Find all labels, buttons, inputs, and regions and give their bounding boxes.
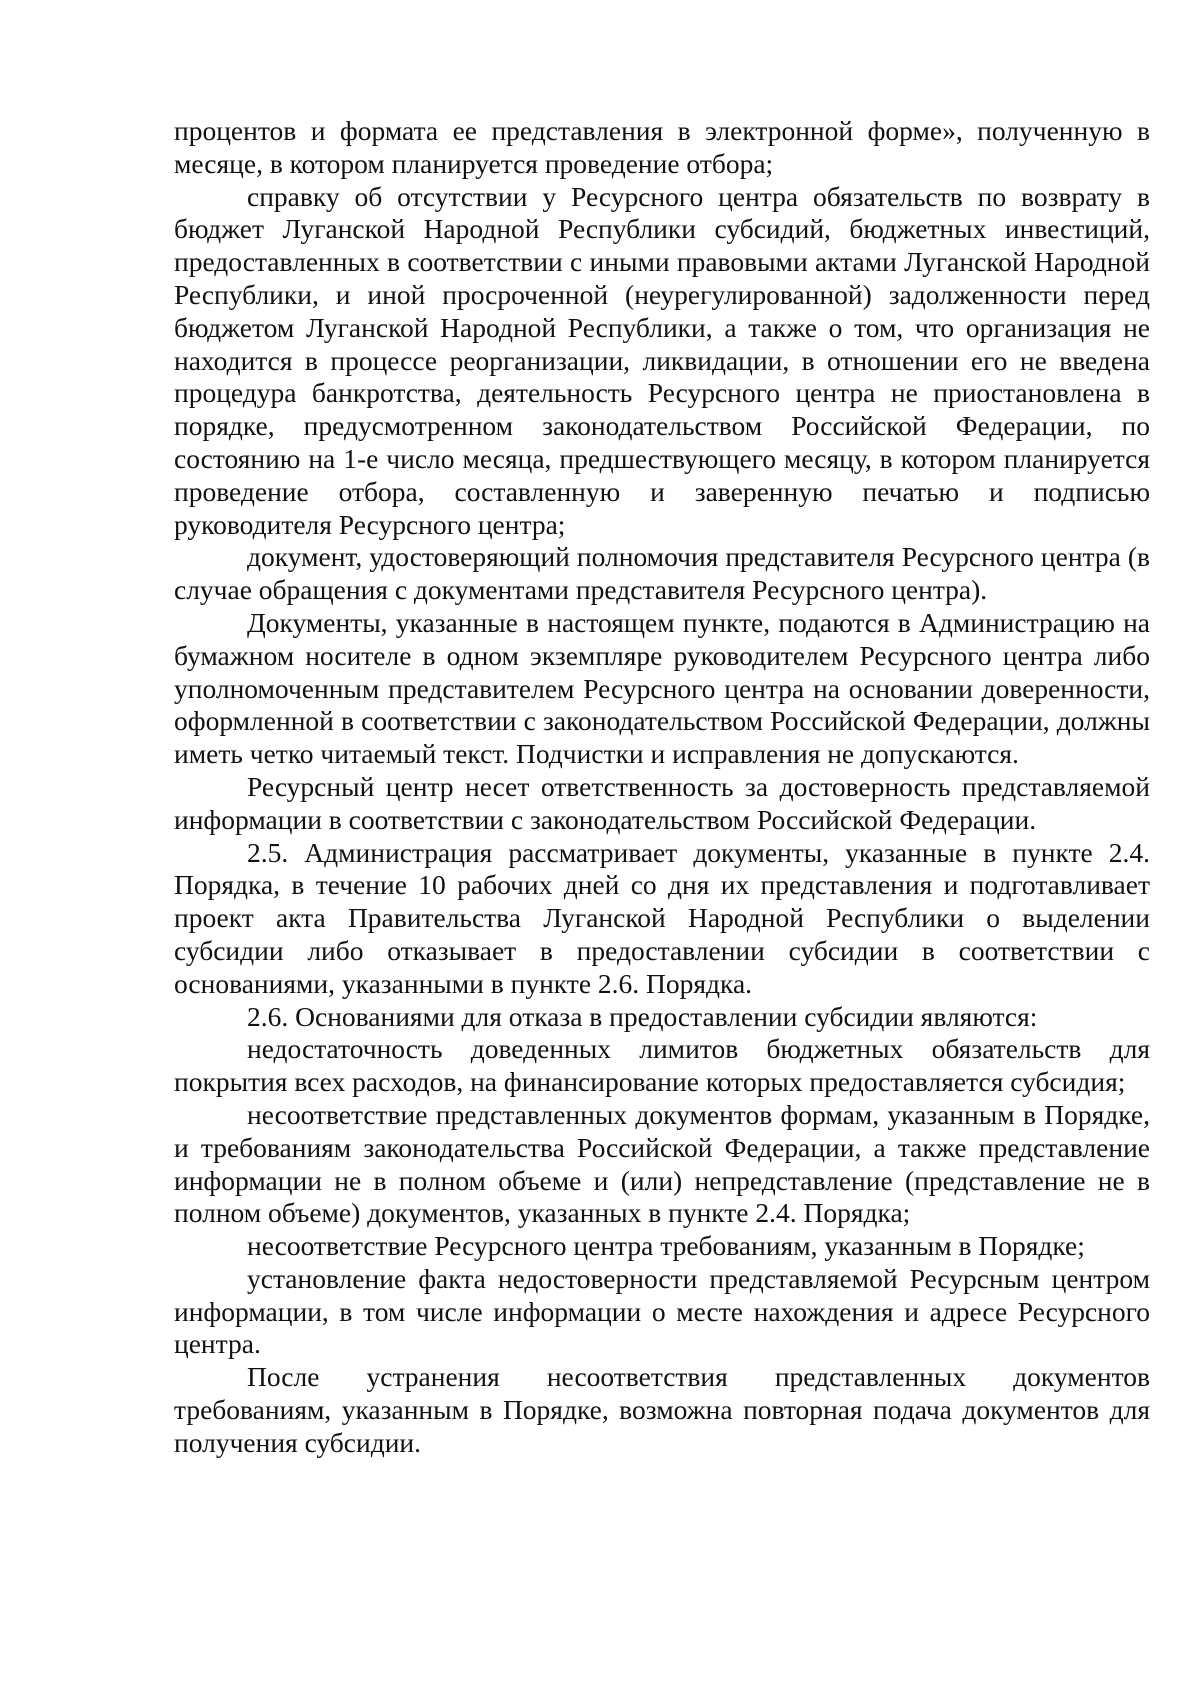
paragraph-false-information: установление факта недостоверности представляемой Ресурсным центром информации, в том числе информации о месте нахождения и адресе Ресурсного центра. — [174, 1262, 1150, 1360]
paragraph-clause-2-6: 2.6. Основаниями для отказа в предоставлении субсидии являются: — [247, 1000, 1038, 1032]
paragraph-continuation: процентов и формата ее представления в электронной форме», полученную в месяце, в котором планируется проведение отбора; — [174, 115, 1150, 179]
paragraph-submission-rules: Документы, указанные в настоящем пункте, подаются в Администрацию на бумажном носителе в одном экземпляре руководителем Ресурсного центра либо уполномоченным представителем Ресурсного центра на основании доверенности, оформленной в соответствии с законодательством Российской Федерации, должны иметь четко читаемый текст. Подчистки и исправления не допускаются. — [174, 606, 1150, 770]
paragraph-insufficient-limits: недостаточность доведенных лимитов бюджетных обязательств для покрытия всех расходов, на финансирование которых предоставляется субсидия; — [174, 1033, 1150, 1098]
paragraph-documents-mismatch: несоответствие представленных документов формам, указанным в Порядке, и требованиям законодательства Российской Федерации, а также представление информации не в полном объеме и (или) непредставление (представление не в полном объеме) документов, указанных в пункте 2.4. Порядка; — [174, 1098, 1150, 1229]
paragraph-representative-document: документ, удостоверяющий полномочия представителя Ресурсного центра (в случае обращения с документами представителя Ресурсного центра). — [174, 541, 1150, 606]
paragraph-responsibility: Ресурсный центр несет ответственность за достоверность представляемой информации в соответствии с законодательством Российской Федерации. — [174, 770, 1150, 835]
paragraph-resubmission: После устранения несоответствия представленных документов требованиям, указанным в Порядке, возможна повторная подача документов для получения субсидии. — [174, 1361, 1150, 1458]
document-body — [174, 115, 1150, 1460]
paragraph-center-mismatch: несоответствие Ресурсного центра требованиям, указанным в Порядке; — [247, 1230, 1085, 1262]
paragraph-debt-certificate: справку об отсутствии у Ресурсного центра обязательств по возврату в бюджет Луганской Народной Республики субсидий, бюджетных инвестиций, предоставленных в соответствии с иными правовыми актами Луганской Народной Республики, и иной просроченной (неурегулированной) задолженности перед бюджетом Луганской Народной Республики, а также о том, что организация не находится в процессе реорганизации, ликвидации, в отношении его не введена процедура банкротства, деятельность Ресурсного центра не приостановлена в порядке, предусмотренном законодательством Российской Федерации, по состоянию на 1-е число месяца, предшествующего месяцу, в котором планируется проведение отбора, составленную и заверенную печатью и подписью руководителя Ресурсного центра; — [174, 180, 1150, 540]
paragraph-clause-2-5: 2.5. Администрация рассматривает документы, указанные в пункте 2.4. Порядка, в течение 10 рабочих дней со дня их представления и подготавливает проект акта Правительства Луганской Народной Республики о выделении субсидии либо отказывает в предоставлении субсидии в соответствии с основаниями, указанными в пункте 2.6. Порядка. — [174, 836, 1150, 999]
